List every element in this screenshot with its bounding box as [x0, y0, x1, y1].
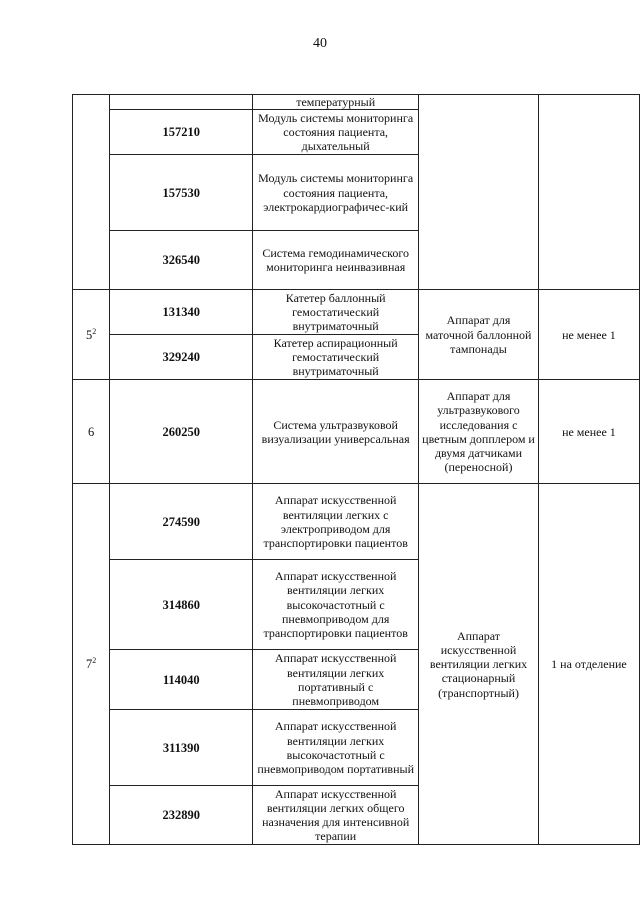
table-row — [73, 380, 640, 484]
device-type-cell — [419, 95, 539, 290]
table-row — [73, 95, 640, 110]
device-name-cell: Аппарат искусственной вентиляции легких с электроприводом для транспортировки пациентов — [253, 484, 419, 560]
quantity-cell: не менее 1 — [538, 290, 639, 380]
device-name-cell: Аппарат искусственной вентиляции легких высокочастотный с пневмоприводом для транспортировки пациентов — [253, 560, 419, 650]
device-name-cell: Катетер баллонный гемостатический внутриматочный — [253, 290, 419, 335]
device-name-cell: Система гемодинамического мониторинга неинвазивная — [253, 231, 419, 290]
code-cell: 326540 — [110, 231, 253, 290]
device-type-cell: Аппарат искусственной вентиляции легких стационарный (транспортный) — [419, 484, 539, 845]
code-cell: 329240 — [110, 335, 253, 380]
row-number-cell: $5^2$ — [73, 290, 110, 380]
code-cell — [110, 95, 253, 110]
code-cell: 131340 — [110, 290, 253, 335]
code-cell: 260250 — [110, 380, 253, 484]
equipment-table — [72, 94, 640, 845]
device-name-cell: Катетер аспирационный гемостатический внутриматочный — [253, 335, 419, 380]
page-number: 40 — [313, 36, 327, 51]
row-number-cell: 6 — [73, 380, 110, 484]
quantity-cell — [538, 95, 639, 290]
quantity-cell: 1 на отделение — [538, 484, 639, 845]
code-cell: 311390 — [110, 710, 253, 786]
code-cell: 157530 — [110, 155, 253, 231]
row-number-cell: $7^2$ — [73, 484, 110, 845]
device-type-cell: Аппарат для ультразвукового исследования с цветным допплером и двумя датчиками (переносной) — [419, 380, 539, 484]
quantity-cell: не менее 1 — [538, 380, 639, 484]
device-name-cell: Аппарат искусственной вентиляции легких общего назначения для интенсивной терапии — [253, 786, 419, 845]
device-name-cell: Модуль системы мониторинга состояния пациента, дыхательный — [253, 110, 419, 155]
device-name-cell: Аппарат искусственной вентиляции легких высокочастотный с пневмоприводом портативный — [253, 710, 419, 786]
code-cell: 157210 — [110, 110, 253, 155]
code-cell: 274590 — [110, 484, 253, 560]
device-name-cell: Модуль системы мониторинга состояния пациента, электрокардиографичес-кий — [253, 155, 419, 231]
code-cell: 314860 — [110, 560, 253, 650]
device-type-cell: Аппарат для маточной баллонной тампонады — [419, 290, 539, 380]
row-number-cell — [73, 95, 110, 290]
code-cell: 232890 — [110, 786, 253, 845]
device-name-cell: температурный — [253, 95, 419, 110]
table-row — [73, 290, 640, 335]
device-name-cell: Система ультразвуковой визуализации универсальная — [253, 380, 419, 484]
device-name-cell: Аппарат искусственной вентиляции легких портативный с пневмоприводом — [253, 650, 419, 710]
table-row — [73, 484, 640, 560]
code-cell: 114040 — [110, 650, 253, 710]
